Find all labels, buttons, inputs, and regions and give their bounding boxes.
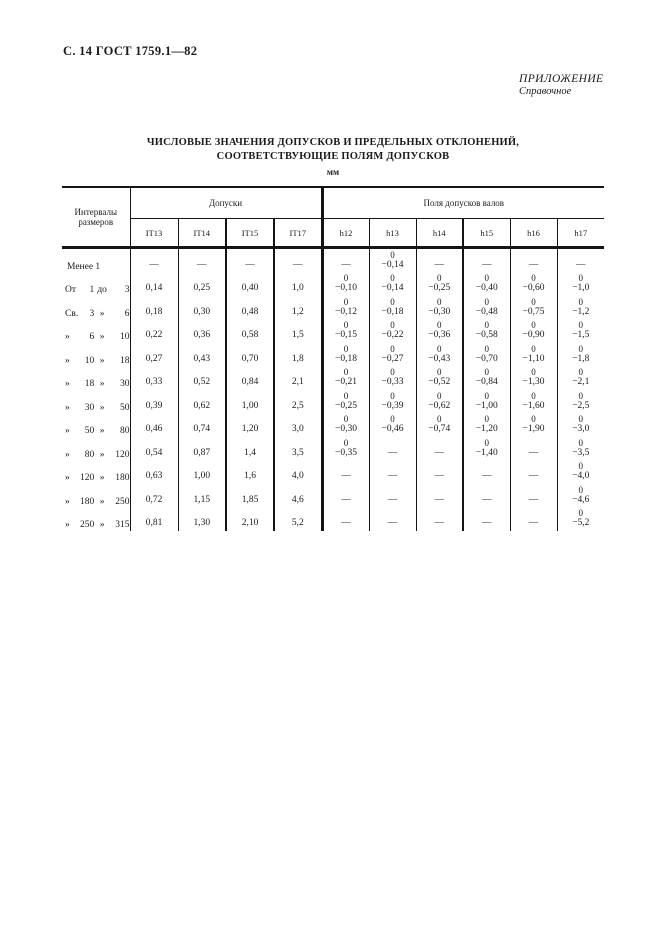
tolerance-value-cell-IT14: 1,00 bbox=[178, 461, 226, 485]
deviation-cell-h17: 0 −1,2 bbox=[557, 296, 604, 320]
deviation-cell-h16: 0 −0,90 bbox=[510, 320, 557, 344]
deviation-cell-h17: 0 −1,0 bbox=[557, 273, 604, 297]
interval-part: » bbox=[65, 332, 70, 342]
deviation-cell-h16: 0 −1,60 bbox=[510, 390, 557, 414]
interval-part: » bbox=[99, 355, 105, 366]
deviation-cell-h17: 0 −1,5 bbox=[557, 320, 604, 344]
deviation-cell-h16: — bbox=[510, 248, 557, 273]
deviation-cell-h17: 0 −2,1 bbox=[557, 367, 604, 391]
deviation-cell-h15: 0 −0,84 bbox=[463, 367, 510, 391]
size-interval-cell bbox=[62, 437, 130, 461]
deviation-cell-h13: 0 −0,46 bbox=[369, 414, 416, 438]
interval-part: » bbox=[99, 379, 105, 389]
deviation-cell-h17: 0 −4,0 bbox=[557, 461, 604, 485]
tolerance-value-cell-IT14: 1,15 bbox=[178, 484, 226, 508]
deviation-cell-h15: — bbox=[463, 484, 510, 508]
interval-part: » bbox=[65, 355, 70, 366]
tolerance-value-cell-IT14: 0,43 bbox=[178, 343, 226, 367]
interval-part: 180 bbox=[115, 473, 130, 483]
deviation-cell-h13: — bbox=[369, 437, 416, 461]
deviation-cell-h13: 0 −0,18 bbox=[369, 296, 416, 320]
interval-part: 6 bbox=[89, 332, 95, 342]
column-header-IT13: IT13 bbox=[130, 219, 178, 248]
deviation-cell-h17: 0 −5,2 bbox=[557, 508, 604, 532]
interval-part: 6 bbox=[124, 308, 130, 319]
document-title-line1: ЧИСЛОВЫЕ ЗНАЧЕНИЯ ДОПУСКОВ И ПРЕДЕЛЬНЫХ ОТКЛОНЕНИЙ, bbox=[146, 137, 520, 148]
tolerance-value-cell-IT15: 0,58 bbox=[226, 320, 274, 344]
interval-part: 250 bbox=[115, 496, 130, 507]
table-row bbox=[62, 343, 604, 367]
tolerance-value-cell-IT17: 1,0 bbox=[274, 273, 322, 297]
size-interval-cell bbox=[62, 508, 130, 532]
deviation-cell-h17: — bbox=[557, 248, 604, 273]
annex-block bbox=[519, 74, 603, 97]
tolerance-value-cell-IT15: 0,70 bbox=[226, 343, 274, 367]
tolerance-value-cell-IT14: 0,30 bbox=[178, 296, 226, 320]
interval-part: » bbox=[65, 402, 70, 413]
tolerance-value-cell-IT17: 5,2 bbox=[274, 508, 322, 532]
column-header-h15: h15 bbox=[463, 219, 510, 248]
deviation-cell-h15: 0 −1,40 bbox=[463, 437, 510, 461]
deviation-cell-h16: 0 −0,60 bbox=[510, 273, 557, 297]
deviation-cell-h16: 0 −0,75 bbox=[510, 296, 557, 320]
size-interval-cell bbox=[62, 248, 130, 273]
table-row bbox=[62, 508, 604, 532]
column-header-h14: h14 bbox=[416, 219, 463, 248]
table-row bbox=[62, 461, 604, 485]
tolerance-value-cell-IT13: 0,27 bbox=[130, 343, 178, 367]
tolerance-value-cell-IT17: 2,1 bbox=[274, 367, 322, 391]
interval-part: 3 bbox=[124, 285, 130, 295]
interval-part: От bbox=[65, 285, 77, 295]
tolerance-value-cell-IT17: 3,5 bbox=[274, 437, 322, 461]
deviation-cell-h14: — bbox=[416, 248, 463, 273]
deviation-cell-h14: — bbox=[416, 484, 463, 508]
interval-part: 80 bbox=[119, 426, 130, 436]
column-header-h16: h16 bbox=[510, 219, 557, 248]
table-row bbox=[62, 437, 604, 461]
tolerance-value-cell-IT14: 0,74 bbox=[178, 414, 226, 438]
deviation-cell-h12: 0 −0,10 bbox=[322, 273, 369, 297]
table-row bbox=[62, 273, 604, 297]
interval-part: 3 bbox=[89, 308, 95, 319]
deviation-cell-h12: 0 −0,21 bbox=[322, 367, 369, 391]
interval-part: » bbox=[99, 520, 105, 530]
table-row bbox=[62, 320, 604, 344]
tolerance-value-cell-IT17: 1,5 bbox=[274, 320, 322, 344]
deviation-cell-h14: 0 −0,43 bbox=[416, 343, 463, 367]
interval-part: 50 bbox=[119, 402, 130, 413]
interval-part: 10 bbox=[119, 332, 130, 342]
interval-part: » bbox=[99, 473, 105, 483]
interval-part: 18 bbox=[119, 355, 130, 366]
interval-part: » bbox=[99, 426, 105, 436]
annex-subtitle: Справочное bbox=[519, 86, 572, 97]
deviation-cell-h16: 0 −1,90 bbox=[510, 414, 557, 438]
table-row bbox=[62, 390, 604, 414]
deviation-cell-h13: 0 −0,22 bbox=[369, 320, 416, 344]
tolerance-value-cell-IT13: 0,33 bbox=[130, 367, 178, 391]
deviation-cell-h17: 0 −4,6 bbox=[557, 484, 604, 508]
deviation-cell-h13: 0 −0,14 bbox=[369, 273, 416, 297]
tolerance-value-cell-IT17: 1,2 bbox=[274, 296, 322, 320]
size-interval-cell bbox=[62, 390, 130, 414]
tolerance-value-cell-IT17: 1,8 bbox=[274, 343, 322, 367]
interval-part: 30 bbox=[119, 379, 130, 389]
interval-part: 250 bbox=[80, 520, 95, 530]
deviation-cell-h13: — bbox=[369, 484, 416, 508]
tolerance-value-cell-IT14: 0,52 bbox=[178, 367, 226, 391]
interval-part: 10 bbox=[84, 355, 95, 366]
group-header-shaft-fields: Поля допусков валов bbox=[322, 187, 604, 219]
deviation-cell-h16: — bbox=[510, 437, 557, 461]
deviation-cell-h14: — bbox=[416, 437, 463, 461]
column-header-h13: h13 bbox=[369, 219, 416, 248]
deviation-cell-h15: 0 −0,58 bbox=[463, 320, 510, 344]
tolerance-value-cell-IT13: 0,72 bbox=[130, 484, 178, 508]
size-interval-cell bbox=[62, 296, 130, 320]
deviation-cell-h12: 0 −0,15 bbox=[322, 320, 369, 344]
tolerance-value-cell-IT15: 1,00 bbox=[226, 390, 274, 414]
deviation-cell-h15: 0 −0,70 bbox=[463, 343, 510, 367]
table-row bbox=[62, 414, 604, 438]
deviation-cell-h12: — bbox=[322, 248, 369, 273]
column-header-IT14: IT14 bbox=[178, 219, 226, 248]
deviation-cell-h15: 0 −1,20 bbox=[463, 414, 510, 438]
interval-part: » bbox=[65, 473, 70, 483]
page-header: С. 14 ГОСТ 1759.1—82 bbox=[63, 44, 198, 58]
deviation-cell-h16: — bbox=[510, 508, 557, 532]
column-header-IT15: IT15 bbox=[226, 219, 274, 248]
tolerance-value-cell-IT13: 0,54 bbox=[130, 437, 178, 461]
interval-part: 50 bbox=[84, 426, 95, 436]
deviation-cell-h16: 0 −1,10 bbox=[510, 343, 557, 367]
tolerance-value-cell-IT17: 4,6 bbox=[274, 484, 322, 508]
table-row bbox=[62, 484, 604, 508]
interval-part: » bbox=[99, 449, 105, 460]
deviation-cell-h15: 0 −1,00 bbox=[463, 390, 510, 414]
interval-part: » bbox=[99, 496, 105, 507]
tolerance-value-cell-IT13: 0,14 bbox=[130, 273, 178, 297]
interval-part: 80 bbox=[84, 449, 95, 460]
deviation-cell-h12: 0 −0,30 bbox=[322, 414, 369, 438]
deviation-cell-h16: — bbox=[510, 484, 557, 508]
deviation-cell-h12: 0 −0,18 bbox=[322, 343, 369, 367]
tolerance-value-cell-IT14: 0,87 bbox=[178, 437, 226, 461]
column-header-h17: h17 bbox=[557, 219, 604, 248]
interval-part: 315 bbox=[115, 520, 130, 530]
deviation-cell-h14: 0 −0,52 bbox=[416, 367, 463, 391]
size-interval-cell bbox=[62, 320, 130, 344]
group-header-row bbox=[62, 187, 604, 219]
deviation-cell-h17: 0 −3,0 bbox=[557, 414, 604, 438]
deviation-cell-h14: 0 −0,36 bbox=[416, 320, 463, 344]
column-header-row bbox=[62, 219, 604, 248]
deviation-cell-h14: 0 −0,74 bbox=[416, 414, 463, 438]
interval-part: » bbox=[65, 520, 70, 530]
interval-part: 18 bbox=[84, 379, 95, 389]
deviation-cell-h12: — bbox=[322, 508, 369, 532]
tolerance-value-cell-IT17: 3,0 bbox=[274, 414, 322, 438]
tolerance-value-cell-IT14: 1,30 bbox=[178, 508, 226, 532]
tolerance-value-cell-IT15: 2,10 bbox=[226, 508, 274, 532]
tolerance-value-cell-IT13: 0,46 bbox=[130, 414, 178, 438]
tolerance-value-cell-IT13: 0,18 bbox=[130, 296, 178, 320]
document-title bbox=[62, 136, 604, 163]
deviation-cell-h13: — bbox=[369, 508, 416, 532]
interval-part: » bbox=[99, 332, 105, 342]
tolerance-value-cell-IT14: 0,36 bbox=[178, 320, 226, 344]
table-row bbox=[62, 367, 604, 391]
tolerance-value-cell-IT15: 1,6 bbox=[226, 461, 274, 485]
tolerance-value-cell-IT15: 1,20 bbox=[226, 414, 274, 438]
deviation-cell-h14: 0 −0,62 bbox=[416, 390, 463, 414]
deviation-cell-h17: 0 −2,5 bbox=[557, 390, 604, 414]
deviation-cell-h16: — bbox=[510, 461, 557, 485]
deviation-cell-h13: 0 −0,27 bbox=[369, 343, 416, 367]
table-row bbox=[62, 248, 604, 273]
interval-part: 1 bbox=[89, 285, 95, 295]
interval-part: » bbox=[65, 379, 70, 389]
size-interval-cell bbox=[62, 343, 130, 367]
document-title-line2: СООТВЕТСТВУЮЩИЕ ПОЛЯМ ДОПУСКОВ bbox=[216, 150, 450, 162]
interval-part: Св. bbox=[65, 308, 79, 319]
tolerance-value-cell-IT13: 0,22 bbox=[130, 320, 178, 344]
tolerance-value-cell-IT14: 0,62 bbox=[178, 390, 226, 414]
tolerance-value-cell-IT15: 1,4 bbox=[226, 437, 274, 461]
deviation-cell-h13: 0 −0,14 bbox=[369, 248, 416, 273]
tolerance-table bbox=[62, 186, 604, 531]
table-row bbox=[62, 296, 604, 320]
tolerance-value-cell-IT15: 0,84 bbox=[226, 367, 274, 391]
interval-part: до bbox=[97, 285, 107, 295]
units-label: мм bbox=[326, 167, 340, 177]
interval-part: » bbox=[65, 426, 70, 436]
deviation-cell-h15: 0 −0,40 bbox=[463, 273, 510, 297]
deviation-cell-h14: 0 −0,25 bbox=[416, 273, 463, 297]
deviation-cell-h15: 0 −0,48 bbox=[463, 296, 510, 320]
tolerance-value-cell-IT17: — bbox=[274, 248, 322, 273]
table-header bbox=[62, 187, 604, 248]
deviation-cell-h14: — bbox=[416, 508, 463, 532]
table-body bbox=[62, 248, 604, 532]
tolerance-value-cell-IT13: 0,63 bbox=[130, 461, 178, 485]
column-header-intervals: Интервалы размеров bbox=[62, 187, 130, 248]
deviation-cell-h13: — bbox=[369, 461, 416, 485]
tolerance-value-cell-IT15: — bbox=[226, 248, 274, 273]
deviation-cell-h12: 0 −0,35 bbox=[322, 437, 369, 461]
deviation-cell-h14: — bbox=[416, 461, 463, 485]
size-interval-cell bbox=[62, 273, 130, 297]
size-interval-cell bbox=[62, 461, 130, 485]
column-header-IT17: IT17 bbox=[274, 219, 322, 248]
deviation-cell-h14: 0 −0,30 bbox=[416, 296, 463, 320]
column-header-h12: h12 bbox=[322, 219, 369, 248]
tolerance-value-cell-IT17: 2,5 bbox=[274, 390, 322, 414]
deviation-cell-h12: 0 −0,25 bbox=[322, 390, 369, 414]
deviation-cell-h15: — bbox=[463, 508, 510, 532]
group-header-tolerances: Допуски bbox=[130, 187, 322, 219]
tolerance-value-cell-IT14: — bbox=[178, 248, 226, 273]
tolerance-value-cell-IT13: 0,81 bbox=[130, 508, 178, 532]
deviation-cell-h12: — bbox=[322, 484, 369, 508]
size-interval-cell bbox=[62, 414, 130, 438]
interval-part: 30 bbox=[84, 402, 95, 413]
size-interval-cell bbox=[62, 367, 130, 391]
interval-part: » bbox=[99, 402, 105, 413]
tolerance-value-cell-IT15: 1,85 bbox=[226, 484, 274, 508]
deviation-cell-h12: — bbox=[322, 461, 369, 485]
deviation-cell-h13: 0 −0,39 bbox=[369, 390, 416, 414]
deviation-cell-h16: 0 −1,30 bbox=[510, 367, 557, 391]
size-interval-cell bbox=[62, 484, 130, 508]
tolerance-value-cell-IT13: 0,39 bbox=[130, 390, 178, 414]
tolerance-value-cell-IT17: 4,0 bbox=[274, 461, 322, 485]
interval-label: Менее 1 bbox=[67, 261, 101, 272]
tolerance-value-cell-IT13: — bbox=[130, 248, 178, 273]
deviation-cell-h12: 0 −0,12 bbox=[322, 296, 369, 320]
interval-part: » bbox=[99, 308, 105, 319]
interval-part: » bbox=[65, 449, 70, 460]
tolerance-value-cell-IT14: 0,25 bbox=[178, 273, 226, 297]
deviation-cell-h17: 0 −3,5 bbox=[557, 437, 604, 461]
tolerance-value-cell-IT15: 0,48 bbox=[226, 296, 274, 320]
interval-part: 120 bbox=[115, 449, 130, 460]
interval-part: » bbox=[65, 496, 70, 507]
deviation-cell-h15: — bbox=[463, 461, 510, 485]
deviation-cell-h17: 0 −1,8 bbox=[557, 343, 604, 367]
annex-title: ПРИЛОЖЕНИЕ bbox=[519, 73, 604, 85]
interval-part: 120 bbox=[80, 473, 95, 483]
tolerance-value-cell-IT15: 0,40 bbox=[226, 273, 274, 297]
interval-part: 180 bbox=[80, 496, 95, 507]
deviation-cell-h13: 0 −0,33 bbox=[369, 367, 416, 391]
deviation-cell-h15: — bbox=[463, 248, 510, 273]
